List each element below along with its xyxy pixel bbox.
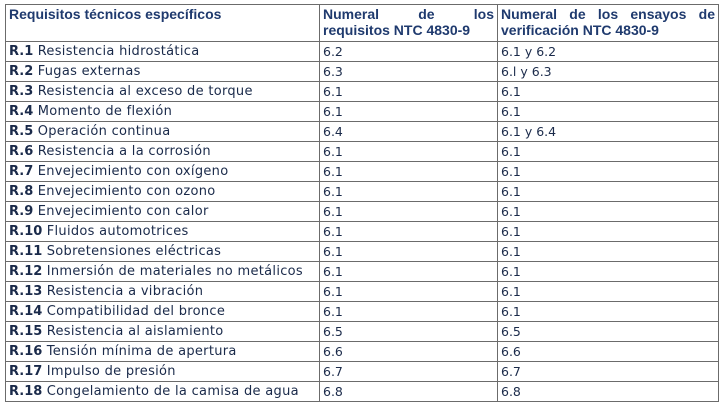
test-numeral: 6.1	[498, 162, 719, 182]
table-row	[6, 322, 719, 342]
requirement-name: Resistencia hidrostática	[37, 44, 200, 59]
requirement-cell	[6, 82, 320, 102]
requirement-cell	[6, 62, 320, 82]
requirement-name: Impulso de presión	[46, 364, 176, 379]
requirement-name: Sobretensiones eléctricas	[46, 244, 222, 259]
header-test-numeral: Numeral de los ensayos de verificación NTC 4830-9	[498, 5, 719, 42]
requirement-numeral: 6.1	[320, 242, 498, 262]
requirement-numeral: 6.1	[320, 182, 498, 202]
requirement-code: R.13	[9, 284, 43, 299]
requirement-name: Operación continua	[37, 124, 171, 139]
requirement-code: R.12	[9, 264, 43, 279]
requirement-numeral: 6.4	[320, 122, 498, 142]
requirement-code: R.5	[9, 124, 34, 139]
test-numeral: 6.l y 6.3	[498, 62, 719, 82]
requirement-code: R.9	[9, 204, 34, 219]
requirement-numeral: 6.3	[320, 62, 498, 82]
test-numeral: 6.7	[498, 362, 719, 382]
requirement-code: R.11	[9, 244, 43, 259]
table-row	[6, 282, 719, 302]
table-row	[6, 162, 719, 182]
requirement-name: Resistencia a la corrosión	[37, 144, 211, 159]
header-requirement-numeral: Numeral de los requisitos NTC 4830-9	[320, 5, 498, 42]
requirement-cell	[6, 362, 320, 382]
requirement-name: Envejecimiento con calor	[37, 204, 209, 219]
requirements-table	[5, 4, 719, 402]
requirement-name: Congelamiento de la camisa de agua	[46, 384, 299, 399]
test-numeral: 6.1	[498, 282, 719, 302]
test-numeral: 6.8	[498, 382, 719, 402]
requirement-code: R.10	[9, 224, 43, 239]
table-row	[6, 262, 719, 282]
requirement-numeral: 6.1	[320, 202, 498, 222]
requirement-cell	[6, 222, 320, 242]
requirement-name: Fugas externas	[37, 64, 141, 79]
requirement-code: R.1	[9, 44, 34, 59]
requirement-code: R.14	[9, 304, 43, 319]
requirement-code: R.8	[9, 184, 34, 199]
requirement-cell	[6, 382, 320, 402]
table-row	[6, 62, 719, 82]
table-body	[6, 42, 719, 402]
requirement-cell	[6, 142, 320, 162]
requirement-numeral: 6.1	[320, 142, 498, 162]
test-numeral: 6.1	[498, 302, 719, 322]
table-row	[6, 202, 719, 222]
requirement-cell	[6, 202, 320, 222]
test-numeral: 6.1	[498, 242, 719, 262]
requirement-numeral: 6.1	[320, 262, 498, 282]
requirement-numeral: 6.1	[320, 282, 498, 302]
requirement-name: Resistencia al exceso de torque	[37, 84, 253, 99]
requirement-cell	[6, 342, 320, 362]
test-numeral: 6.1	[498, 142, 719, 162]
requirement-cell	[6, 42, 320, 62]
header-requirements: Requisitos técnicos específicos	[6, 5, 320, 42]
requirement-name: Momento de flexión	[37, 104, 173, 119]
requirement-numeral: 6.6	[320, 342, 498, 362]
requirement-numeral: 6.2	[320, 42, 498, 62]
requirement-code: R.18	[9, 384, 43, 399]
requirement-numeral: 6.1	[320, 222, 498, 242]
table-row	[6, 182, 719, 202]
requirement-name: Envejecimiento con oxígeno	[37, 164, 229, 179]
requirement-cell	[6, 282, 320, 302]
test-numeral: 6.1	[498, 222, 719, 242]
table-row	[6, 142, 719, 162]
requirement-name: Fluidos automotrices	[46, 224, 189, 239]
test-numeral: 6.1	[498, 102, 719, 122]
test-numeral: 6.1 y 6.2	[498, 42, 719, 62]
test-numeral: 6.1	[498, 82, 719, 102]
table-row	[6, 102, 719, 122]
requirement-cell	[6, 242, 320, 262]
requirement-code: R.4	[9, 104, 34, 119]
table-row	[6, 382, 719, 402]
requirement-code: R.15	[9, 324, 43, 339]
requirement-code: R.16	[9, 344, 43, 359]
test-numeral: 6.5	[498, 322, 719, 342]
test-numeral: 6.1	[498, 202, 719, 222]
requirement-cell	[6, 262, 320, 282]
table-row	[6, 342, 719, 362]
requirement-cell	[6, 302, 320, 322]
table-row	[6, 242, 719, 262]
test-numeral: 6.1	[498, 182, 719, 202]
requirement-numeral: 6.1	[320, 102, 498, 122]
requirement-cell	[6, 322, 320, 342]
table-row	[6, 122, 719, 142]
requirement-name: Inmersión de materiales no metálicos	[46, 264, 304, 279]
requirement-numeral: 6.5	[320, 322, 498, 342]
requirement-code: R.6	[9, 144, 34, 159]
requirement-cell	[6, 122, 320, 142]
requirement-name: Envejecimiento con ozono	[37, 184, 216, 199]
header-row	[6, 5, 719, 42]
requirement-name: Resistencia a vibración	[46, 284, 204, 299]
requirement-numeral: 6.7	[320, 362, 498, 382]
requirement-cell	[6, 102, 320, 122]
requirement-code: R.7	[9, 164, 34, 179]
table-row	[6, 42, 719, 62]
test-numeral: 6.1	[498, 262, 719, 282]
requirement-numeral: 6.1	[320, 302, 498, 322]
table-row	[6, 222, 719, 242]
requirement-numeral: 6.8	[320, 382, 498, 402]
requirement-numeral: 6.1	[320, 82, 498, 102]
test-numeral: 6.6	[498, 342, 719, 362]
table-row	[6, 82, 719, 102]
table-row	[6, 362, 719, 382]
requirement-numeral: 6.1	[320, 162, 498, 182]
requirement-name: Compatibilidad del bronce	[46, 304, 226, 319]
requirement-name: Resistencia al aislamiento	[46, 324, 224, 339]
requirement-cell	[6, 182, 320, 202]
requirement-code: R.3	[9, 84, 34, 99]
requirement-code: R.2	[9, 64, 34, 79]
requirement-name: Tensión mínima de apertura	[46, 344, 237, 359]
table-row	[6, 302, 719, 322]
test-numeral: 6.1 y 6.4	[498, 122, 719, 142]
requirement-code: R.17	[9, 364, 43, 379]
table-header	[6, 5, 719, 42]
requirement-cell	[6, 162, 320, 182]
